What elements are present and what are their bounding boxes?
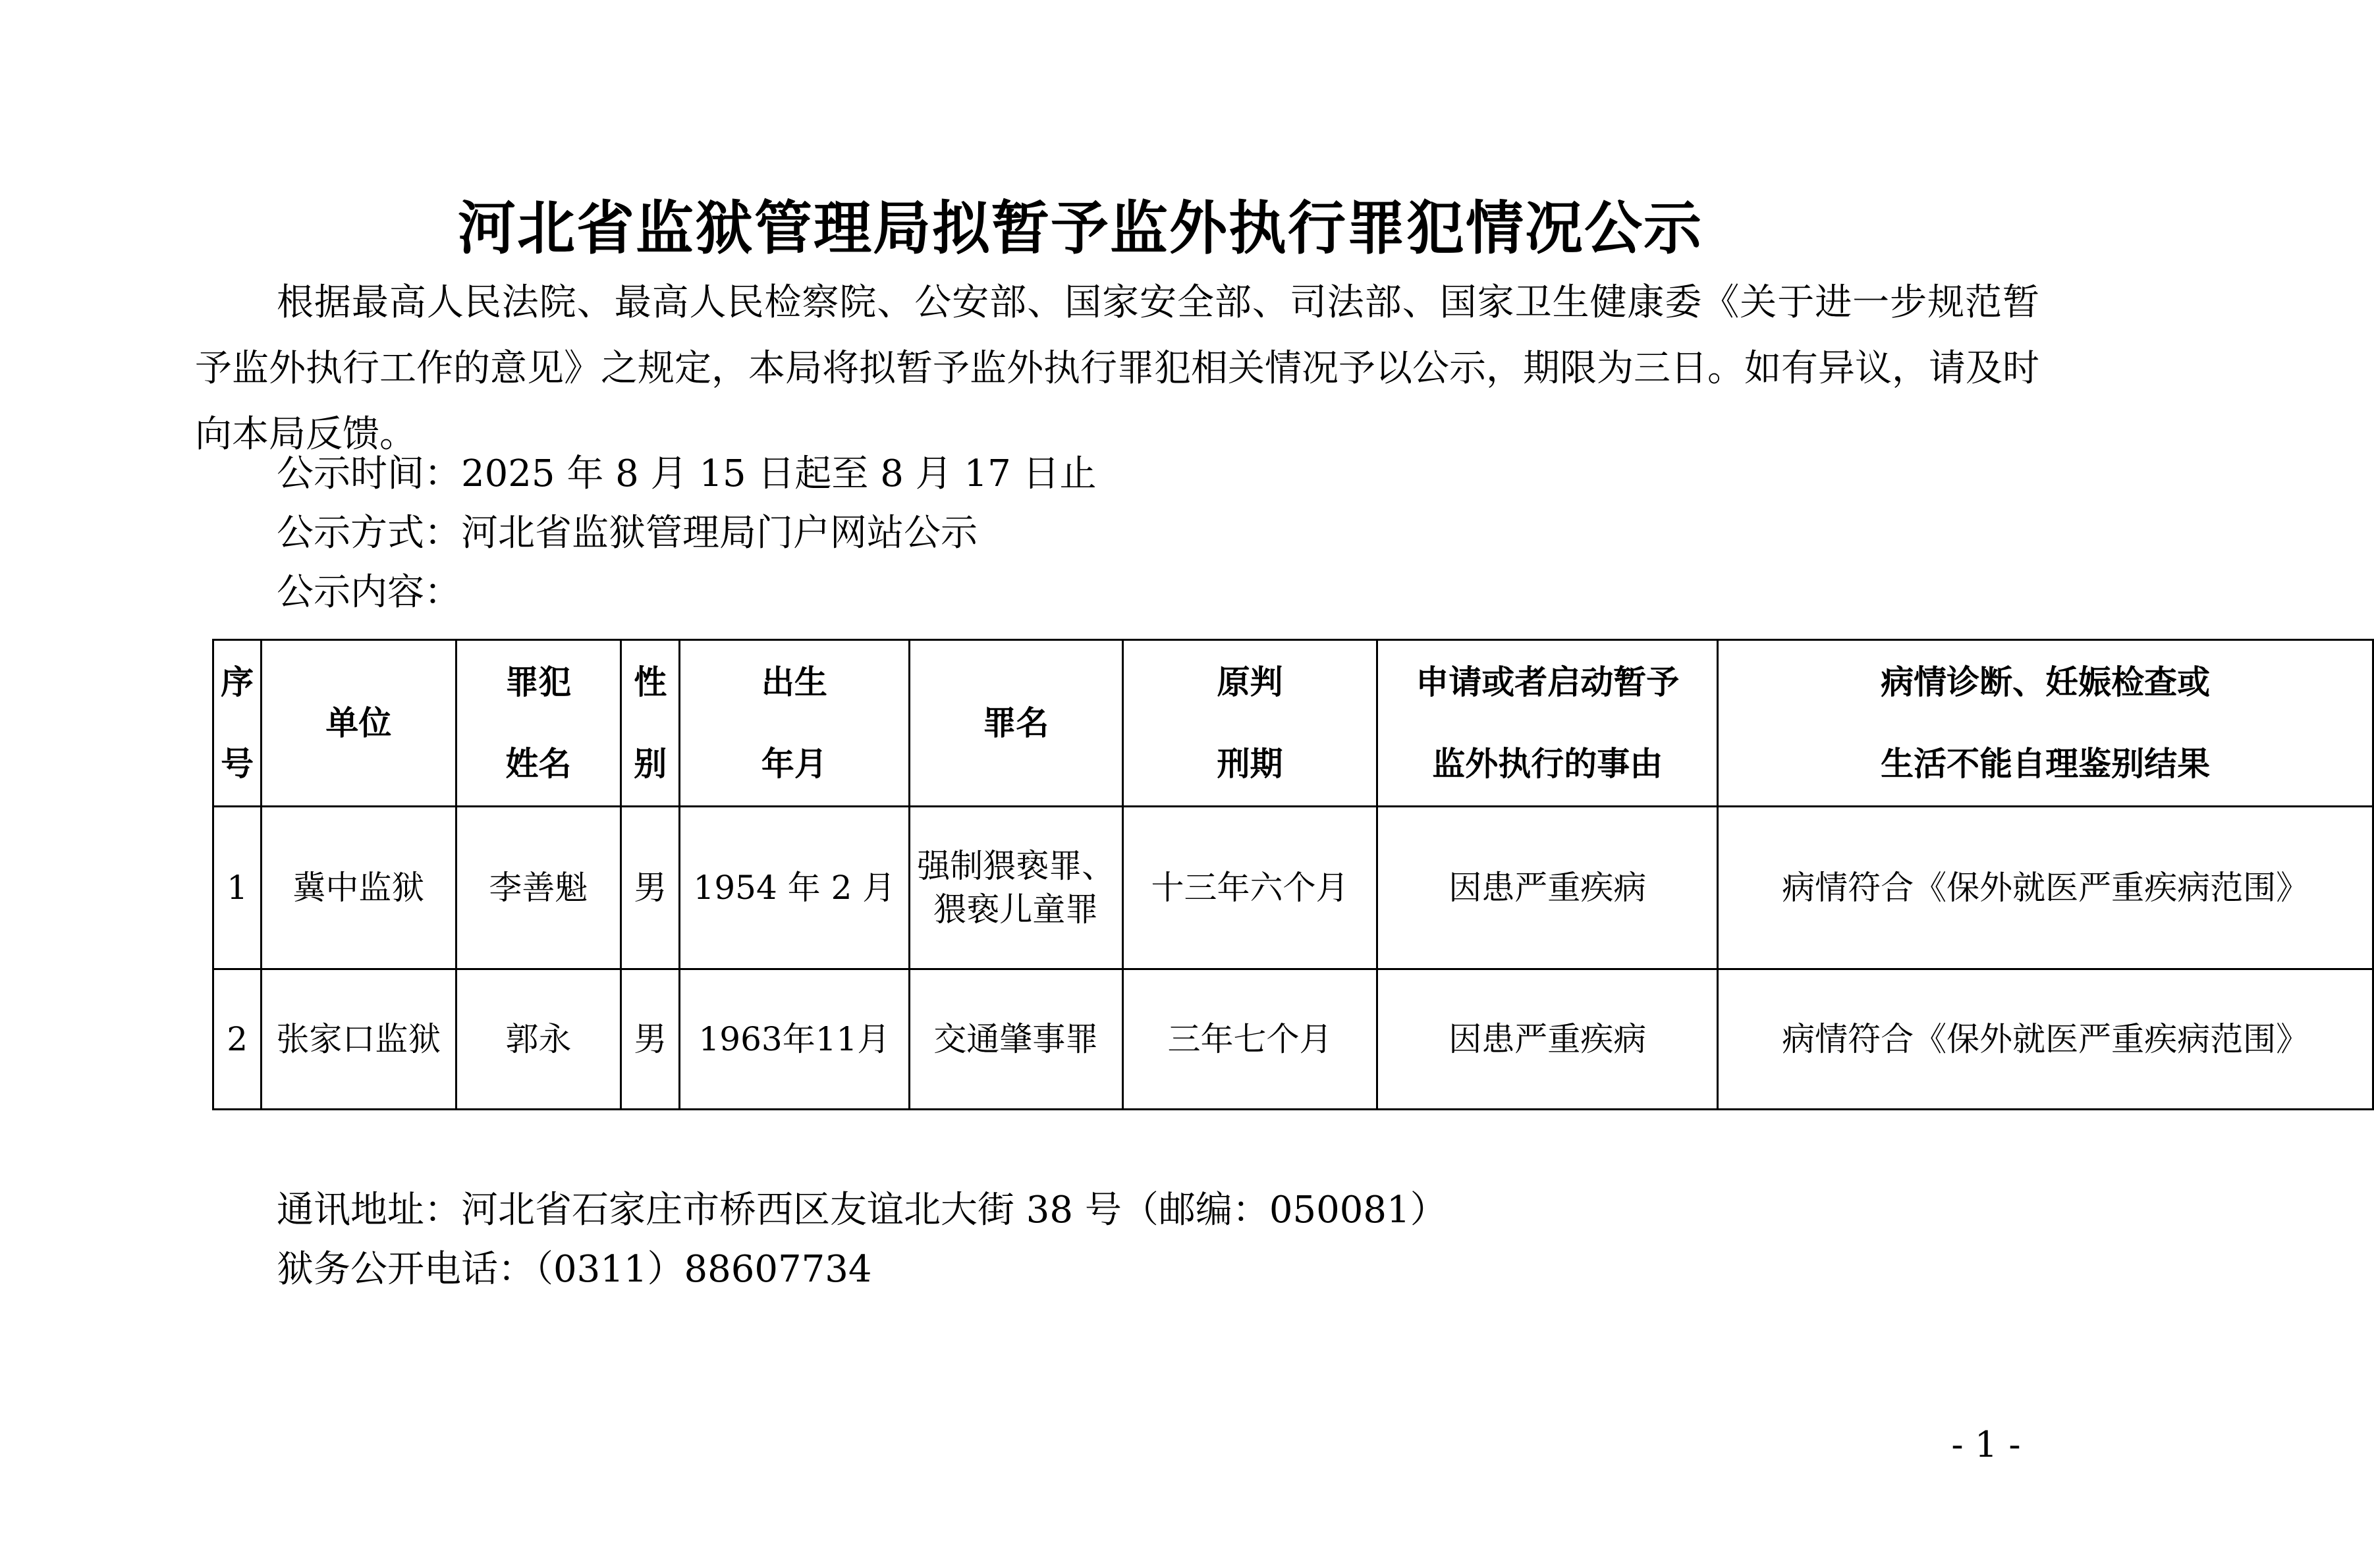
notice-content-label: 公示内容： <box>277 571 461 614</box>
header-sex: 性 别 <box>621 640 680 807</box>
cell-unit: 冀中监狱 <box>262 807 456 969</box>
table-row <box>213 969 2373 1110</box>
cell-sentence: 十三年六个月 <box>1122 807 1377 969</box>
contact-phone: 狱务公开电话：（0311）88607734 <box>277 1248 872 1291</box>
cell-unit: 张家口监狱 <box>262 969 456 1110</box>
cell-index: 2 <box>213 969 262 1110</box>
table-row <box>213 807 2373 969</box>
header-sentence: 原判 刑期 <box>1122 640 1377 807</box>
header-reason: 申请或者启动暂予 监外执行的事由 <box>1377 640 1718 807</box>
cell-diagnosis: 病情符合《保外就医严重疾病范围》 <box>1718 969 2373 1110</box>
cell-name: 郭永 <box>456 969 621 1110</box>
table-header-row <box>213 640 2373 807</box>
notice-method: 公示方式：河北省监狱管理局门户网站公示 <box>277 512 978 554</box>
prisoner-table <box>212 639 2374 1110</box>
document-title: 河北省监狱管理局拟暂予监外执行罪犯情况公示 <box>457 194 1703 262</box>
header-birth: 出生 年月 <box>680 640 910 807</box>
cell-reason: 因患严重疾病 <box>1377 969 1718 1110</box>
cell-reason: 因患严重疾病 <box>1377 807 1718 969</box>
cell-birth: 1963年11月 <box>680 969 910 1110</box>
cell-sentence: 三年七个月 <box>1122 969 1377 1110</box>
header-index: 序 号 <box>213 640 262 807</box>
notice-time: 公示时间：2025 年 8 月 15 日起至 8 月 17 日止 <box>277 452 1097 495</box>
cell-diagnosis: 病情符合《保外就医严重疾病范围》 <box>1718 807 2373 969</box>
header-crime: 罪名 <box>909 640 1122 807</box>
header-name: 罪犯 姓名 <box>456 640 621 807</box>
cell-sex: 男 <box>621 969 680 1110</box>
contact-address: 通讯地址：河北省石家庄市桥西区友谊北大街 38 号（邮编：050081） <box>277 1189 1447 1231</box>
cell-crime: 交通肇事罪 <box>909 969 1122 1110</box>
cell-crime: 强制猥亵罪、猥亵儿童罪 <box>909 807 1122 969</box>
page-number: - 1 - <box>1951 1424 2021 1465</box>
cell-birth: 1954 年 2 月 <box>680 807 910 969</box>
intro-paragraph: 根据最高人民法院、最高人民检察院、公安部、国家安全部、司法部、国家卫生健康委《关于进一步规范暂予监外执行工作的意见》之规定，本局将拟暂予监外执行罪犯相关情况予以公示，期限为三日。如有异议，请及时向本局反馈。 <box>195 281 2039 456</box>
cell-sex: 男 <box>621 807 680 969</box>
cell-name: 李善魁 <box>456 807 621 969</box>
cell-index: 1 <box>213 807 262 969</box>
header-unit: 单位 <box>262 640 456 807</box>
header-diagnosis: 病情诊断、妊娠检查或 生活不能自理鉴别结果 <box>1718 640 2373 807</box>
